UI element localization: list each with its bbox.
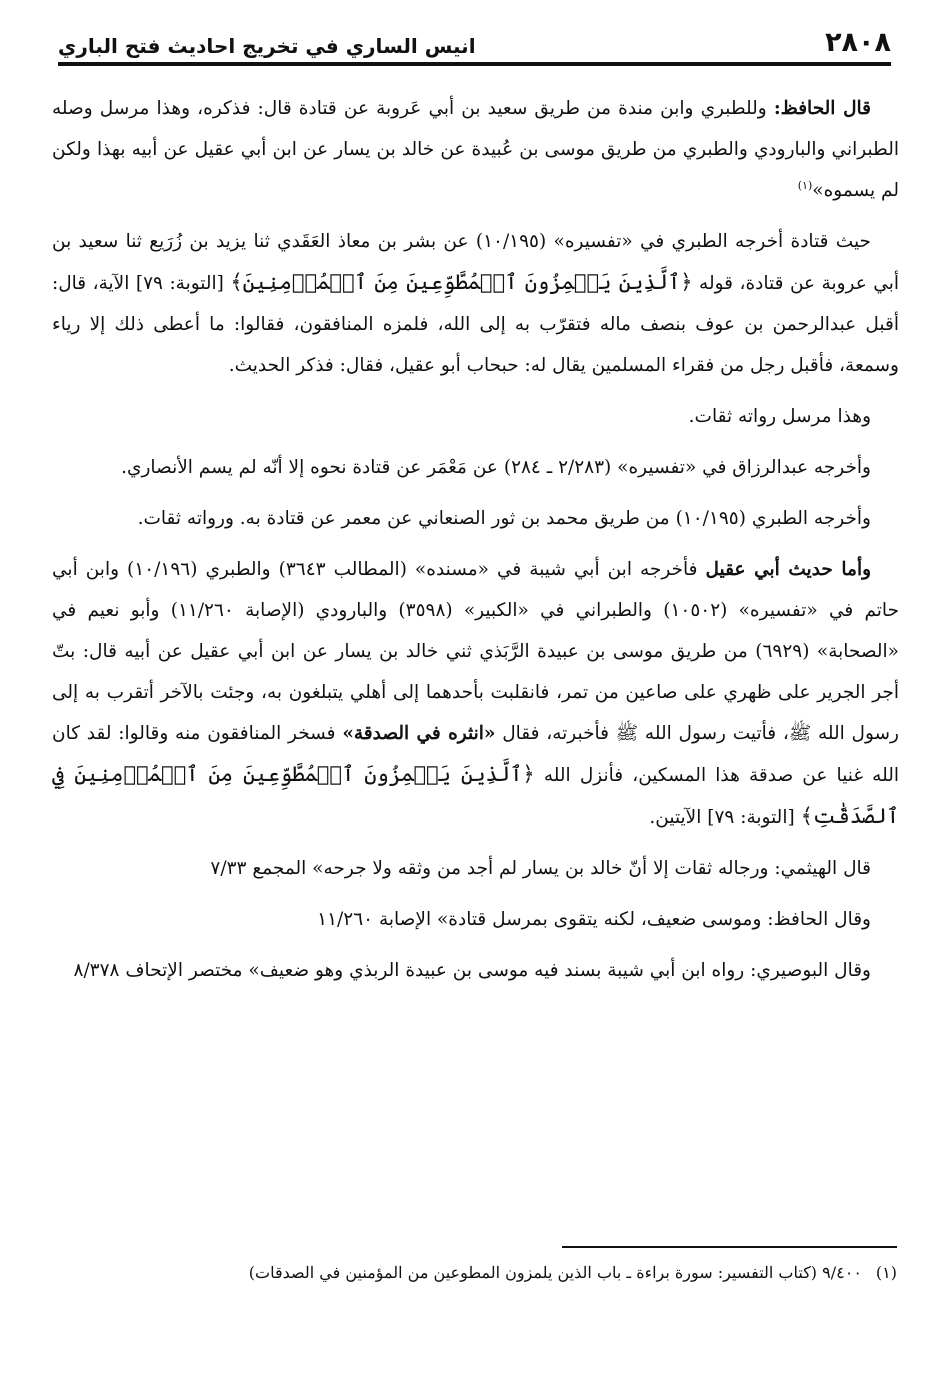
paragraph-mursal-note: وهذا مرسل رواته ثقات. [688, 406, 871, 427]
main-text [52, 88, 899, 1001]
paragraph-busiri: وقال البوصيري: رواه ابن أبي شيبة بسند فيه موسى بن عبيدة الربذي وهو ضعيف» مختصر الإتحاف ٨/٣٧٨ [73, 960, 871, 981]
paragraph-text: [التوبة: ٧٩] الآيتين. [649, 807, 801, 828]
quran-verse: ﴿ٱلَّذِينَ يَلۡمِزُونَ ٱلۡمُطَّوِّعِينَ مِنَ ٱلۡمُؤۡمِنِينَ فِي ٱلصَّدَقَٰتِ﴾ [52, 762, 899, 828]
paragraph-qatada-hadith [52, 221, 899, 386]
paragraph-haythami: قال الهيثمي: ورجاله ثقات إلا أنّ خالد بن يسار لم أجد من وثقه ولا جرحه» المجمع ٧/٣٣ [210, 858, 871, 879]
paragraph-lead: وأما حديث أبي عقيل [705, 559, 872, 580]
paragraph-lead: قال الحافظ: [773, 98, 872, 119]
quran-verse: ﴿ٱلَّذِينَ يَلۡمِزُونَ ٱلۡمُطَّوِّعِينَ مِنَ ٱلۡمُؤۡمِنِينَ﴾ [230, 270, 693, 294]
bold-quote: «انثره في الصدقة» [342, 723, 496, 744]
footnote [52, 1260, 897, 1286]
paragraph-abu-aqil-hadith [52, 549, 899, 838]
page-header [58, 22, 891, 66]
paragraph-text: فأخرجه ابن أبي شيبة في «مسنده» (المطالب ٣٦٤٣) والطبري (١٠/١٩٦) وابن أبي حاتم في «تفسيره» (١٠٥٠٢) والطبراني في «الكبير» (٣٥٩٨) والبارودي (الإصابة ١١/٢٦٠) وأبو نعيم في «الصحابة» (٦٩٢٩) من طريق موسى بن عبيدة الرَّبَذي ثني خالد بن يسار عن ابن أبي عقيل عن أبيه قال: بتّ أجر الجرير على ظهري على صاعين من تمر، فانقلبت بأحدهما إلى أهلي يتبلغون به، وجئت بالآخر أتقرب به إلى رسول الله ﷺ، فأتيت رسول الله ﷺ فأخبرته، فقال [52, 559, 900, 744]
paragraph-text: فسخر المنافقون منه وقالوا: لقد كان الله غنيا عن صدقة هذا المسكين، فأنزل الله [52, 723, 899, 786]
footnote-reference[interactable]: (١) [797, 178, 813, 192]
paragraph-hafiz-quote [52, 88, 899, 211]
footnote-number: (١) [875, 1263, 897, 1282]
paragraph-text: وللطبري وابن مندة من طريق سعيد بن أبي عَروبة عن قتادة قال: فذكره، وهذا مرسل وصله الطبراني والبارودي والطبري من طريق موسى بن عُبيدة عن خالد بن يسار عن ابن أبي عقيل عن أبيه بهذا ولكن لم يسموه» [52, 98, 899, 201]
footnote-text: ٩/٤٠٠ (كتاب التفسير: سورة براءة ـ باب الذين يلمزون المطوعين من المؤمنين في الصدقات) [248, 1263, 862, 1282]
paragraph-text: [التوبة: ٧٩] الآية، قال: أقبل عبدالرحمن بن عوف بنصف ماله فتقرّب به إلى الله، فلمزه المنافقون، فقالوا: ما أعطى ذلك إلا رياء وسمعة، فأقبل رجل من فقراء المسلمين يقال له: حبحاب أبو عقيل، فقال: فذكر الحديث. [52, 273, 899, 376]
running-title: انيس الساري في تخريج احاديث فتح الباري [58, 34, 476, 58]
paragraph-hafiz-note: وقال الحافظ: وموسى ضعيف، لكنه يتقوى بمرسل قتادة» الإصابة ١١/٢٦٠ [317, 909, 871, 930]
paragraph-text: حيث قتادة أخرجه الطبري في «تفسيره» (١٠/١٩٥) عن بشر بن معاذ العَقَدي ثنا يزيد بن زُرَيع ثنا سعيد بن أبي عروبة عن قتادة، قوله [52, 231, 899, 294]
footnote-divider [562, 1246, 897, 1248]
page-number: ٢٨٠٨ [825, 27, 891, 58]
paragraph-tabari: وأخرجه الطبري (١٠/١٩٥) من طريق محمد بن ثور الصنعاني عن معمر عن قتادة به. ورواته ثقات. [137, 508, 871, 529]
paragraph-abdulrazzaq: وأخرجه عبدالرزاق في «تفسيره» (٢/٢٨٣ ـ ٢٨٤) عن مَعْمَر عن قتادة نحوه إلا أنّه لم يسم الأنصاري. [121, 457, 871, 478]
